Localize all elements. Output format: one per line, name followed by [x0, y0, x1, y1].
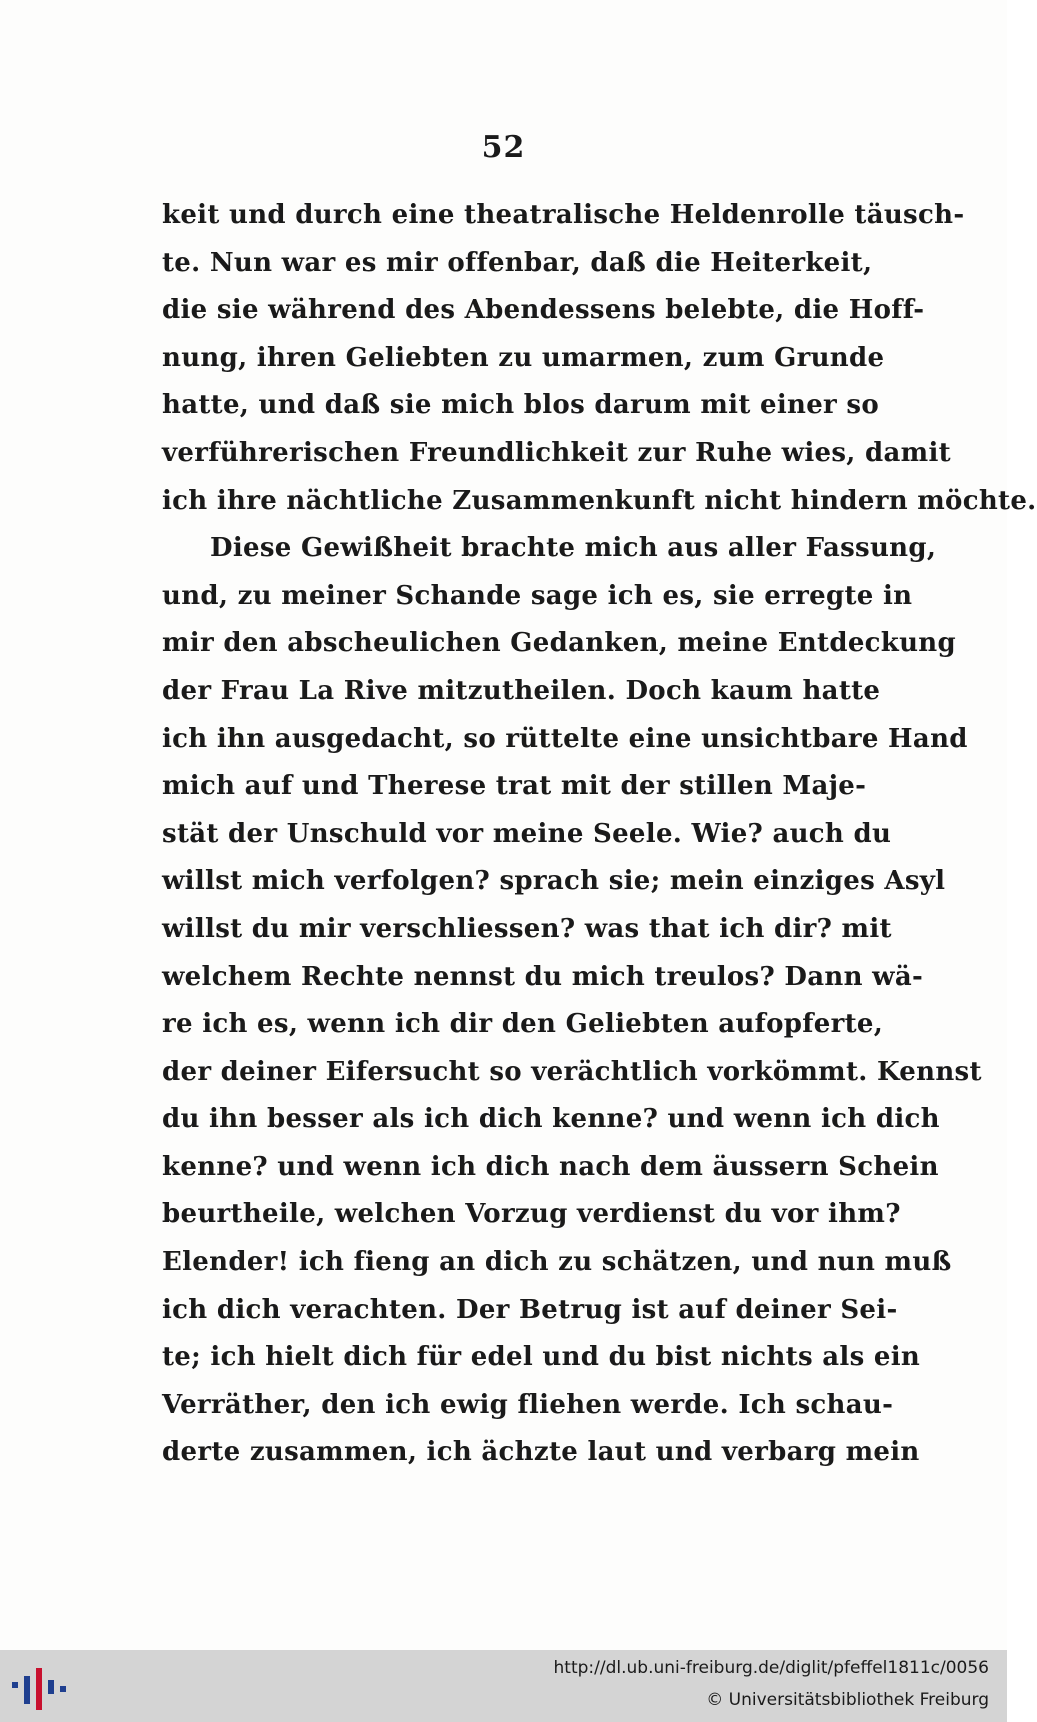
text-line: der Frau La Rive mitzutheilen. Doch kaum hatte: [162, 675, 881, 706]
text-line: Diese Gewißheit brachte mich aus aller Fassung,: [210, 533, 937, 564]
footer-bar: [0, 1650, 1007, 1722]
text-line: du ihn besser als ich dich kenne? und wenn ich dich: [162, 1104, 940, 1135]
text-line: ich ihn ausgedacht, so rüttelte eine unsichtbare Hand: [162, 723, 968, 754]
text-line: und, zu meiner Schande sage ich es, sie erregte in: [162, 580, 913, 611]
text-line: der deiner Eifersucht so verächtlich vorkömmt. Kennst: [162, 1056, 982, 1087]
text-line: verführerischen Freundlichkeit zur Ruhe wies, damit: [162, 437, 951, 468]
text-line: mir den abscheulichen Gedanken, meine Entdeckung: [162, 628, 956, 659]
ub-freiburg-logo-icon: [10, 1666, 66, 1712]
text-line: Verräther, den ich ewig fliehen werde. Ich schau-: [162, 1389, 894, 1420]
text-line: ich dich verachten. Der Betrug ist auf deiner Sei-: [162, 1294, 898, 1325]
text-line: te. Nun war es mir offenbar, daß die Heiterkeit,: [162, 247, 873, 278]
text-line: mich auf und Therese trat mit der stillen Maje-: [162, 771, 867, 802]
body-text: [162, 192, 1037, 1477]
text-line: beurtheile, welchen Vorzug verdienst du vor ihm?: [162, 1199, 901, 1230]
text-line: Elender! ich fieng an dich zu schätzen, und nun muß: [162, 1247, 952, 1278]
text-line: welchem Rechte nennst du mich treulos? Dann wä-: [162, 961, 924, 992]
text-line: stät der Unschuld vor meine Seele. Wie? auch du: [162, 818, 892, 849]
text-line: ich ihre nächtliche Zusammenkunft nicht hindern möchte.: [162, 485, 1037, 516]
page-number: 52: [481, 130, 526, 165]
copyright-text: © Universitätsbibliothek Freiburg: [706, 1690, 989, 1710]
text-line: kenne? und wenn ich dich nach dem äussern Schein: [162, 1151, 939, 1182]
text-line: die sie während des Abendessens belebte, die Hoff-: [162, 295, 925, 326]
text-line: willst mich verfolgen? sprach sie; mein einziges Asyl: [162, 866, 946, 897]
text-line: te; ich hielt dich für edel und du bist nichts als ein: [162, 1342, 921, 1373]
source-url-link[interactable]: http://dl.ub.uni-freiburg.de/diglit/pfeffel1811c/0056: [553, 1658, 989, 1678]
text-line: keit und durch eine theatralische Heldenrolle täusch-: [162, 200, 965, 230]
text-line: re ich es, wenn ich dir den Geliebten aufopferte,: [162, 1009, 884, 1040]
text-line: willst du mir verschliessen? was that ich dir? mit: [162, 913, 892, 944]
text-line: nung, ihren Geliebten zu umarmen, zum Grunde: [162, 342, 885, 373]
text-line: derte zusammen, ich ächzte laut und verbarg mein: [162, 1437, 920, 1468]
text-line: hatte, und daß sie mich blos darum mit einer so: [162, 390, 879, 421]
